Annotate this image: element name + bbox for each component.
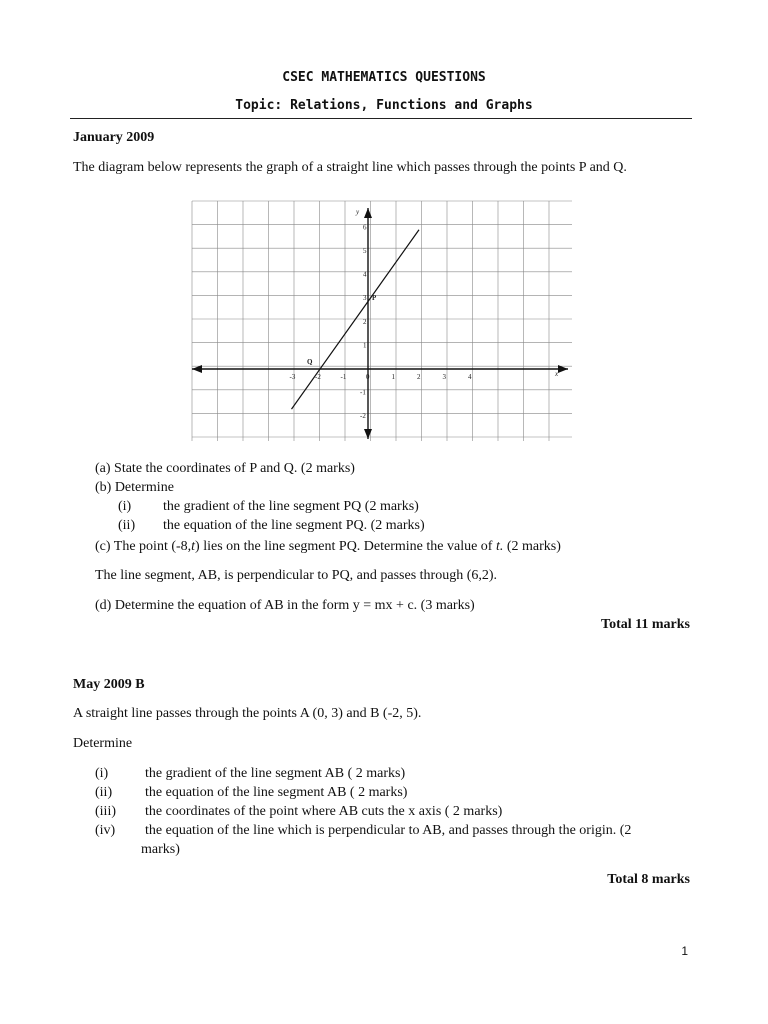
q2-item-text: the equation of the line segment AB ( 2 marks)	[145, 785, 408, 800]
q2-item-ii	[95, 785, 407, 801]
header-rule	[70, 118, 692, 119]
x-tick-label: -1	[340, 373, 347, 381]
q1-part-b-i-number: (i)	[118, 499, 132, 514]
q2-item-text: the equation of the line which is perpendicular to AB, and passes through the origin. (2	[145, 823, 632, 838]
q2-item-text: the coordinates of the point where AB cuts the x axis ( 2 marks)	[145, 804, 503, 819]
graph-grid	[192, 201, 572, 441]
q2-item-text: the gradient of the line segment AB ( 2 marks)	[145, 766, 406, 781]
q1-part-c-var-t: t	[191, 539, 196, 554]
document-topic: Topic: Relations, Functions and Graphs	[235, 98, 533, 113]
page-number: 1	[681, 944, 688, 958]
document-title: CSEC MATHEMATICS QUESTIONS	[282, 70, 486, 85]
q2-total-marks: Total 8 marks	[607, 872, 690, 887]
y-tick-label: 1	[363, 341, 367, 350]
section-heading-jan-2009: January 2009	[73, 130, 155, 145]
q1-part-d: (d) Determine the equation of AB in the form y = mx + c. (3 marks)	[95, 598, 475, 613]
y-tick-label: 4	[363, 270, 367, 279]
q2-item-number: (iv)	[95, 823, 116, 838]
q1-part-c-var-t2: t.	[495, 539, 504, 554]
q1-part-c-post: (2 marks)	[503, 539, 561, 554]
x-tick-label: 3	[442, 373, 446, 381]
y-tick-label: 6	[363, 223, 367, 232]
y-tick-label: 5	[363, 247, 367, 255]
line-graph	[180, 196, 580, 446]
y-axis-label: y	[356, 208, 360, 216]
x-tick-label: 2	[417, 373, 421, 381]
x-tick-label: -3	[289, 373, 296, 381]
q1-part-b-i-text: the gradient of the line segment PQ (2 marks)	[163, 499, 419, 514]
point-p-label: P	[372, 294, 377, 303]
x-tick-label: 1	[391, 373, 395, 381]
q1-part-b-i	[118, 499, 419, 515]
line-pq	[289, 230, 420, 409]
x-tick-label: 4	[468, 373, 472, 381]
q1-ab-statement: The line segment, AB, is perpendicular to PQ, and passes through (6,2).	[95, 568, 498, 583]
q1-part-c	[95, 539, 561, 555]
y-tick-label: -1	[360, 388, 366, 397]
q2-item-iv	[95, 823, 631, 839]
graph-tick-labels	[290, 223, 473, 420]
q2-item-iv-continuation: marks)	[141, 842, 180, 857]
q2-item-iii	[95, 804, 502, 820]
q1-total-marks: Total 11 marks	[601, 617, 690, 632]
section-heading-may-2009-b: May 2009 B	[73, 677, 145, 692]
x-axis-label: x	[555, 370, 559, 378]
q1-part-a: (a) State the coordinates of P and Q. (2 marks)	[95, 461, 355, 476]
q1-part-b: (b) Determine	[95, 480, 174, 495]
q1-part-c-mid: ) lies on the line segment PQ. Determine the value of	[195, 539, 496, 554]
q2-determine: Determine	[73, 736, 133, 751]
graph-axes	[192, 208, 568, 439]
q1-part-b-ii-number: (ii)	[118, 518, 136, 533]
q2-intro: A straight line passes through the points A (0, 3) and B (-2, 5).	[73, 706, 422, 721]
q2-item-i	[95, 766, 405, 782]
y-tick-label: 3	[363, 294, 367, 303]
q2-item-number: (iii)	[95, 804, 116, 819]
q2-item-number: (ii)	[95, 785, 113, 800]
q1-part-c-pre: (c) The point (-8,	[95, 539, 192, 554]
y-tick-label: 2	[363, 317, 367, 326]
x-tick-label: -2	[315, 373, 321, 381]
q2-item-number: (i)	[95, 766, 109, 781]
y-tick-label: -2	[360, 412, 366, 421]
q1-intro: The diagram below represents the graph of a straight line which passes through the points P and Q.	[73, 160, 627, 175]
point-q-label: Q	[307, 358, 313, 366]
q1-part-b-ii-text: the equation of the line segment PQ. (2 marks)	[163, 518, 425, 533]
q1-part-b-ii	[118, 518, 425, 534]
x-tick-label: 0	[366, 373, 370, 381]
